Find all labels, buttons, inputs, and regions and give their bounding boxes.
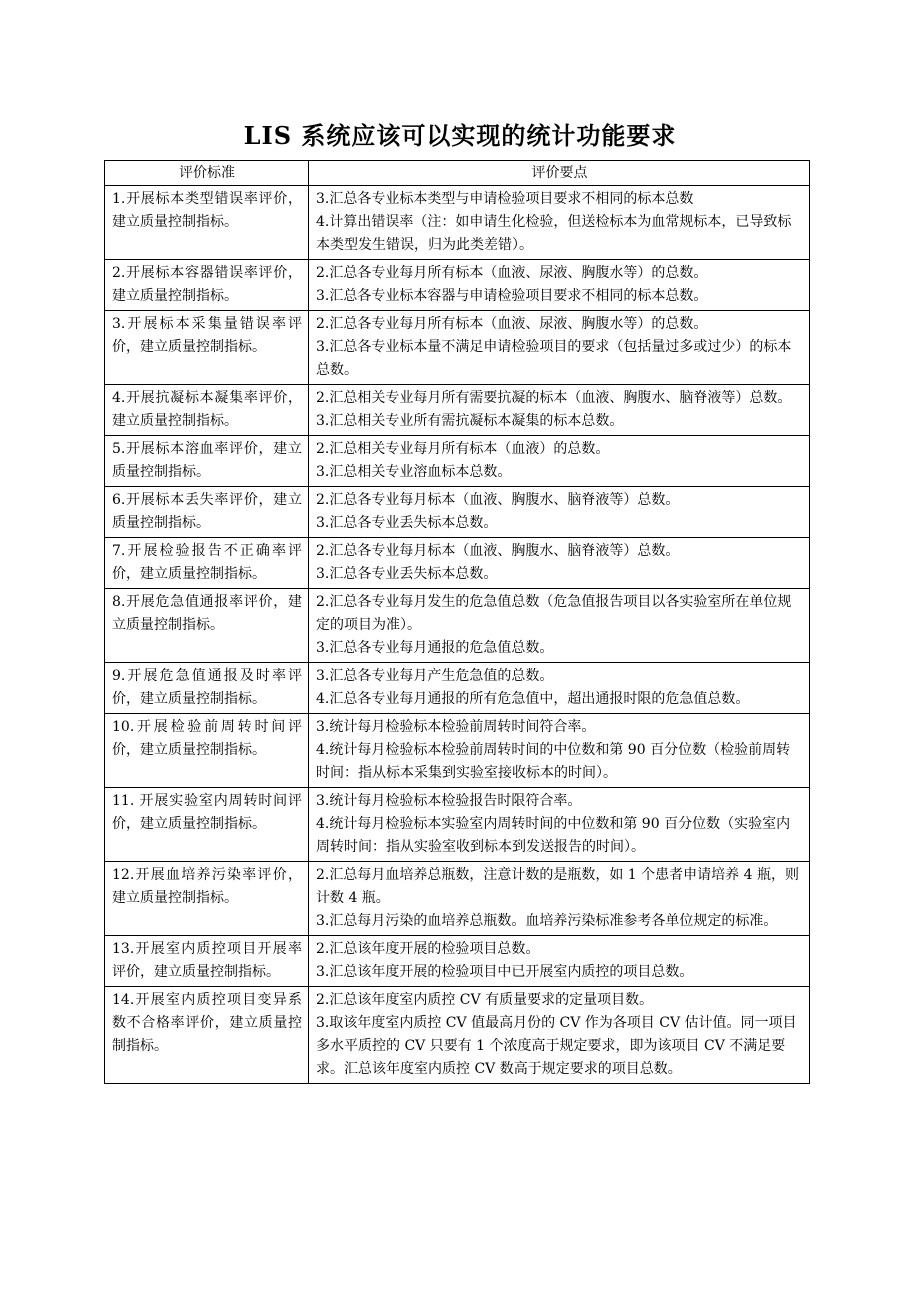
point-item: 2.汇总各专业每月所有标本（血液、尿液、胸腹水等）的总数。 (316, 265, 708, 281)
points-cell (309, 311, 810, 385)
table-header-row (105, 161, 810, 186)
criterion-cell: 3.开展标本采集量错误率评价，建立质量控制指标。 (105, 311, 309, 385)
point-item: 2.汇总各专业每月所有标本（血液、尿液、胸腹水等）的总数。 (316, 316, 708, 332)
criterion-cell: 8.开展危急值通报率评价，建立质量控制指标。 (105, 589, 309, 663)
point-item: 3.汇总相关专业溶血标本总数。 (316, 464, 512, 480)
criterion-cell: 14.开展室内质控项目变异系数不合格率评价，建立质量控制指标。 (105, 987, 309, 1084)
table-row (105, 714, 810, 788)
criterion-cell: 2.开展标本容器错误率评价，建立质量控制指标。 (105, 260, 309, 311)
page-title: LIS 系统应该可以实现的统计功能要求 (243, 121, 677, 150)
point-item: 2.汇总各专业每月标本（血液、胸腹水、脑脊液等）总数。 (316, 492, 680, 508)
criterion-cell: 7.开展检验报告不正确率评价，建立质量控制指标。 (105, 538, 309, 589)
point-item: 3.统计每月检验标本检验前周转时间符合率。 (316, 719, 596, 735)
table-row (105, 663, 810, 714)
point-item: 3.汇总各专业标本类型与申请检验项目要求不相同的标本总数 (316, 191, 694, 207)
point-item: 2.汇总该年度室内质控 CV 有质量要求的定量项目数。 (316, 992, 654, 1008)
table-row (105, 788, 810, 862)
criterion-cell: 11. 开展实验室内周转时间评价，建立质量控制指标。 (105, 788, 309, 862)
table-row (105, 538, 810, 589)
points-cell (309, 186, 810, 260)
point-item: 4.统计每月检验标本实验室内周转时间的中位数和第 90 百分位数（实验室内周转时间：指从实验室收到标本到发送报告的时间）。 (316, 816, 791, 855)
header-criteria: 评价标准 (105, 161, 309, 186)
points-cell (309, 788, 810, 862)
criteria-table (104, 160, 810, 1084)
point-item: 2.汇总相关专业每月所有标本（血液）的总数。 (316, 441, 610, 457)
points-cell (309, 862, 810, 936)
point-item: 2.汇总各专业每月发生的危急值总数（危急值报告项目以各实验室所在单位规定的项目为准）。 (316, 594, 792, 633)
table-row (105, 987, 810, 1084)
point-item: 3.汇总各专业丢失标本总数。 (316, 515, 498, 531)
point-item: 3.汇总该年度开展的检验项目中已开展室内质控的项目总数。 (316, 964, 694, 980)
table-row (105, 487, 810, 538)
criterion-cell: 12.开展血培养污染率评价，建立质量控制指标。 (105, 862, 309, 936)
criterion-cell: 6.开展标本丢失率评价，建立质量控制指标。 (105, 487, 309, 538)
points-cell (309, 663, 810, 714)
points-cell (309, 260, 810, 311)
points-cell (309, 538, 810, 589)
table-row (105, 862, 810, 936)
point-item: 3.汇总各专业每月通报的危急值总数。 (316, 640, 554, 656)
criterion-cell: 5.开展标本溶血率评价，建立质量控制指标。 (105, 436, 309, 487)
criterion-cell: 13.开展室内质控项目开展率评价，建立质量控制指标。 (105, 936, 309, 987)
point-item: 3.取该年度室内质控 CV 值最高月份的 CV 作为各项目 CV 估计值。同一项目多水平质控的 CV 只要有 1 个浓度高于规定要求，即为该项目 CV 不满足要求。汇总该年度室内质控 CV 数高于规定要求的项目总数。 (316, 1015, 797, 1077)
point-item: 3.汇总各专业标本量不满足申请检验项目的要求（包括量过多或过少）的标本总数。 (316, 339, 792, 378)
point-item: 3.汇总各专业每月产生危急值的总数。 (316, 668, 554, 684)
points-cell (309, 589, 810, 663)
point-item: 3.汇总每月污染的血培养总瓶数。血培养污染标准参考各单位规定的标准。 (316, 913, 778, 929)
point-item: 2.汇总该年度开展的检验项目总数。 (316, 941, 540, 957)
criterion-cell: 1.开展标本类型错误率评价，建立质量控制指标。 (105, 186, 309, 260)
table-row (105, 311, 810, 385)
points-cell (309, 987, 810, 1084)
points-cell (309, 714, 810, 788)
point-item: 4.汇总各专业每月通报的所有危急值中，超出通报时限的危急值总数。 (316, 691, 750, 707)
table-row (105, 936, 810, 987)
points-cell (309, 385, 810, 436)
point-item: 2.汇总各专业每月标本（血液、胸腹水、脑脊液等）总数。 (316, 543, 680, 559)
criterion-cell: 9.开展危急值通报及时率评价，建立质量控制指标。 (105, 663, 309, 714)
point-item: 3.统计每月检验标本检验报告时限符合率。 (316, 793, 582, 809)
point-item: 2.汇总每月血培养总瓶数，注意计数的是瓶数，如 1 个患者申请培养 4 瓶，则计数 4 瓶。 (316, 867, 799, 906)
header-points: 评价要点 (309, 161, 810, 186)
point-item: 3.汇总各专业标本容器与申请检验项目要求不相同的标本总数。 (316, 288, 708, 304)
point-item: 4.统计每月检验标本检验前周转时间的中位数和第 90 百分位数（检验前周转时间：指从标本采集到实验室接收标本的时间）。 (316, 742, 791, 781)
criterion-cell: 4.开展抗凝标本凝集率评价，建立质量控制指标。 (105, 385, 309, 436)
points-cell (309, 936, 810, 987)
criterion-cell: 10.开展检验前周转时间评价，建立质量控制指标。 (105, 714, 309, 788)
table-row (105, 436, 810, 487)
point-item: 4.计算出错误率（注：如申请生化检验，但送检标本为血常规标本，已导致标本类型发生错误，归为此类差错）。 (316, 214, 792, 253)
table-row (105, 385, 810, 436)
table-row (105, 260, 810, 311)
point-item: 3.汇总相关专业所有需抗凝标本凝集的标本总数。 (316, 413, 624, 429)
points-cell (309, 436, 810, 487)
points-cell (309, 487, 810, 538)
table-row (105, 186, 810, 260)
point-item: 3.汇总各专业丢失标本总数。 (316, 566, 498, 582)
point-item: 2.汇总相关专业每月所有需要抗凝的标本（血液、胸腹水、脑脊液等）总数。 (316, 390, 792, 406)
table-row (105, 589, 810, 663)
